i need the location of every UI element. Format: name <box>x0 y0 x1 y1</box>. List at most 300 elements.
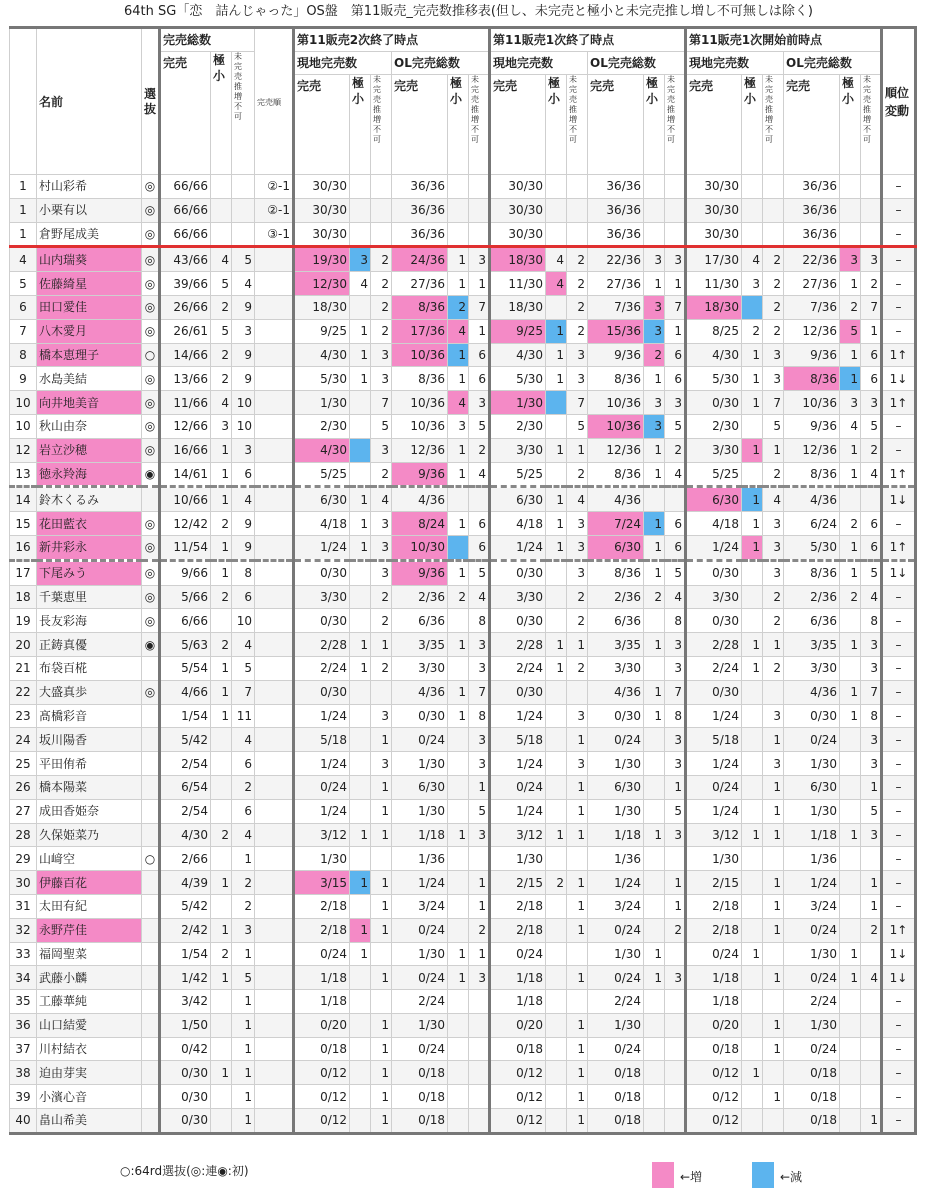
table-row <box>10 1109 916 1134</box>
rank-cell: 35 <box>10 990 37 1014</box>
total-small-cell <box>211 1037 232 1061</box>
p0-ol-sold-cell: 0/24 <box>784 728 840 752</box>
name-cell: 秋山由奈 <box>37 414 142 438</box>
p2-local-sold-cell: 5/30 <box>294 367 350 391</box>
p1-ol-small-cell <box>644 918 665 942</box>
rank-cell: 1 <box>10 175 37 199</box>
rankchange-cell: – <box>882 272 916 296</box>
p1-ol-noadd-cell: 1 <box>665 775 686 799</box>
total-noadd-cell: 8 <box>232 560 255 585</box>
rankchange-cell: – <box>882 1085 916 1109</box>
p0-local-sold-cell: 0/30 <box>686 560 742 585</box>
p1-ol-noadd-cell <box>665 487 686 512</box>
p1-ol-small-cell: 1 <box>644 438 665 462</box>
select-header: 選抜 <box>142 28 160 175</box>
select-cell <box>142 894 160 918</box>
p0-local-sold-cell: 2/15 <box>686 871 742 895</box>
p2-ol-small-cell: 1 <box>448 704 469 728</box>
total-sold-cell: 0/42 <box>160 1037 211 1061</box>
p1-ol-sold-cell: 8/36 <box>588 462 644 487</box>
p0-local-noadd-cell <box>763 990 784 1014</box>
p2-ol-sold-cell: 1/30 <box>392 752 448 776</box>
p1-local-sold-cell: 1/24 <box>490 704 546 728</box>
rank-cell: 21 <box>10 656 37 680</box>
p1-ol-sold-cell: 6/30 <box>588 775 644 799</box>
p1-local-noadd-cell: 3 <box>567 512 588 536</box>
p1-ol-sold-cell: 0/18 <box>588 1085 644 1109</box>
order-cell <box>255 295 294 319</box>
sales-table <box>9 26 917 1135</box>
rank-cell: 31 <box>10 894 37 918</box>
p1-ol-noadd-cell <box>665 1013 686 1037</box>
p1-ol-small-cell: 3 <box>644 295 665 319</box>
p2-ol-sold-cell: 10/36 <box>392 343 448 367</box>
p2-local-sold-cell: 0/18 <box>294 1037 350 1061</box>
p1-local-small-cell <box>546 295 567 319</box>
p2-ol-small-cell: 4 <box>448 319 469 343</box>
total-noadd-cell: 6 <box>232 462 255 487</box>
total-noadd-cell: 4 <box>232 272 255 296</box>
total-small-cell <box>211 609 232 633</box>
p2-ol-small-cell: 1 <box>448 680 469 704</box>
order-cell <box>255 560 294 585</box>
p2-local-small-cell: 1 <box>350 512 371 536</box>
p2-ol-noadd-cell <box>469 175 490 199</box>
rankchange-cell: – <box>882 823 916 847</box>
p2-local-small-cell: 1 <box>350 343 371 367</box>
p2-ol-small-cell: 1 <box>448 438 469 462</box>
order-cell <box>255 775 294 799</box>
p1-ol-noadd-cell: 2 <box>665 438 686 462</box>
rank-cell: 15 <box>10 512 37 536</box>
p0-local-noadd-cell: 1 <box>763 799 784 823</box>
total-noadd-cell: 3 <box>232 319 255 343</box>
name-cell: 花田藍衣 <box>37 512 142 536</box>
p0-ol-sold-cell: 2/36 <box>784 585 840 609</box>
p1-local-sold-cell: 2/30 <box>490 414 546 438</box>
p1-ol-sold-cell: 4/36 <box>588 487 644 512</box>
table-header <box>10 28 916 175</box>
p2-ol-noadd-cell: 7 <box>469 295 490 319</box>
p1-ol-noadd-cell: 4 <box>665 462 686 487</box>
total-sold-cell: 0/30 <box>160 1061 211 1085</box>
rank-cell: 39 <box>10 1085 37 1109</box>
name-cell: 川村結衣 <box>37 1037 142 1061</box>
p0-small-subheader: 極小 <box>742 75 763 175</box>
p1-ol-small-cell <box>644 990 665 1014</box>
p2-local-noadd-cell: 2 <box>371 272 392 296</box>
p1-ol-small-cell: 1 <box>644 462 665 487</box>
p2-local-noadd-cell: 2 <box>371 609 392 633</box>
order-cell <box>255 438 294 462</box>
rank-cell: 23 <box>10 704 37 728</box>
order-cell <box>255 847 294 871</box>
rankchange-cell: – <box>882 633 916 657</box>
rank-cell: 10 <box>10 414 37 438</box>
p0-ol-sold-cell: 7/36 <box>784 295 840 319</box>
p2-local-noadd-cell: 1 <box>371 1109 392 1134</box>
p0-ol-sold-cell: 1/36 <box>784 847 840 871</box>
p1-local-noadd-cell: 7 <box>567 391 588 415</box>
p0-local-small-cell <box>742 680 763 704</box>
p2-local-sold-cell: 5/25 <box>294 462 350 487</box>
p1-ol-small-cell: 1 <box>644 560 665 585</box>
p2-local-sold-cell: 1/30 <box>294 391 350 415</box>
p0-ol-noadd-cell: 4 <box>861 966 882 990</box>
p2-ol-noadd-cell: 5 <box>469 799 490 823</box>
p0-ol-small-cell: 2 <box>840 295 861 319</box>
p1-ol-small-cell <box>644 775 665 799</box>
p1-ol-small-cell: 3 <box>644 247 665 272</box>
p0-local-sold-cell: 6/30 <box>686 487 742 512</box>
total-small-cell: 1 <box>211 535 232 560</box>
total-noadd-cell: 10 <box>232 391 255 415</box>
p0-ol-sold-cell: 1/30 <box>784 752 840 776</box>
p1-ol-noadd-cell: 3 <box>665 966 686 990</box>
total-sold-cell: 39/66 <box>160 272 211 296</box>
table-row <box>10 343 916 367</box>
p2-local-noadd-cell: 7 <box>371 391 392 415</box>
p1-ol-noadd-cell <box>665 1109 686 1134</box>
p2-ol-small-cell <box>448 990 469 1014</box>
total-small-cell <box>211 799 232 823</box>
order-cell <box>255 319 294 343</box>
p1-ol-sold-cell: 6/30 <box>588 535 644 560</box>
p0-ol-noadd-cell: 3 <box>861 656 882 680</box>
p0-local-sold-cell: 30/30 <box>686 175 742 199</box>
p0-local-noadd-cell: 3 <box>763 752 784 776</box>
table-row <box>10 367 916 391</box>
p2-ol-small-cell: 3 <box>448 414 469 438</box>
p0-local-small-cell: 1 <box>742 633 763 657</box>
select-cell: ◎ <box>142 414 160 438</box>
p2-ol-small-cell <box>448 752 469 776</box>
select-cell: ○ <box>142 343 160 367</box>
p2-ol-small-cell: 1 <box>448 966 469 990</box>
p2-local-sold-cell: 0/24 <box>294 775 350 799</box>
p2-ol-noadd-cell: 4 <box>469 462 490 487</box>
p2-ol-noadd-cell: 2 <box>469 918 490 942</box>
rankchange-header: 順位変動 <box>882 28 916 175</box>
p1-ol-small-cell: 3 <box>644 414 665 438</box>
p0-local-small-cell <box>742 775 763 799</box>
total-sold-cell: 14/61 <box>160 462 211 487</box>
total-small-cell <box>211 894 232 918</box>
p1-local-noadd-cell: 3 <box>567 343 588 367</box>
p1-local-small-cell <box>546 847 567 871</box>
total-sold-cell: 11/66 <box>160 391 211 415</box>
p1-ol-small-cell <box>644 728 665 752</box>
p0-local-sold-cell: 5/30 <box>686 367 742 391</box>
name-cell: 田口愛佳 <box>37 295 142 319</box>
p0-local-sold-cell: 2/30 <box>686 414 742 438</box>
p1-ol-sold-cell: 7/36 <box>588 295 644 319</box>
p1-ol-small-cell: 1 <box>644 942 665 966</box>
p2-local-sold-cell: 1/24 <box>294 535 350 560</box>
select-cell: ◎ <box>142 560 160 585</box>
p0-local-noadd-cell: 1 <box>763 823 784 847</box>
p2-ol-sold-cell: 0/24 <box>392 728 448 752</box>
p2-ol-noadd-cell <box>469 1013 490 1037</box>
p1-ol-noadd-cell: 3 <box>665 247 686 272</box>
p0-local-noadd-cell: 7 <box>763 391 784 415</box>
p1-local-small-cell <box>546 752 567 776</box>
rank-cell: 9 <box>10 367 37 391</box>
p2-local-small-cell: 1 <box>350 942 371 966</box>
p1-ol-noadd-cell: 8 <box>665 609 686 633</box>
p2-local-sold-cell: 0/24 <box>294 942 350 966</box>
p1-ol-sold-cell: 9/36 <box>588 343 644 367</box>
p0-local-small-cell <box>742 728 763 752</box>
total-noadd-cell: 5 <box>232 656 255 680</box>
p2-ol-small-cell <box>448 656 469 680</box>
select-cell: ◎ <box>142 512 160 536</box>
total-small-cell <box>211 175 232 199</box>
p0-ol-noadd-cell: 3 <box>861 391 882 415</box>
select-cell <box>142 966 160 990</box>
total-noadd-cell: 7 <box>232 680 255 704</box>
table-row <box>10 247 916 272</box>
p0-local-noadd-cell: 3 <box>763 367 784 391</box>
p0-ol-sold-cell: 8/36 <box>784 367 840 391</box>
p1-local-small-cell <box>546 391 567 415</box>
p2-ol-small-cell: 1 <box>448 512 469 536</box>
p1-local-sold-cell: 5/18 <box>490 728 546 752</box>
rank-cell: 20 <box>10 633 37 657</box>
p0-ol-small-cell <box>840 918 861 942</box>
p0-local-small-cell <box>742 1085 763 1109</box>
p1-ol-sold-cell: 15/36 <box>588 319 644 343</box>
total-noadd-cell: 2 <box>232 775 255 799</box>
p0-local-sold-cell: 1/24 <box>686 752 742 776</box>
name-cell: 小栗有以 <box>37 198 142 222</box>
p0-noadd-subheader: 未完売推増不可 <box>763 75 784 175</box>
p1-local-noadd-cell: 1 <box>567 1061 588 1085</box>
total-sold-cell: 2/42 <box>160 918 211 942</box>
p1-ol-small-cell <box>644 1037 665 1061</box>
p1-small-subheader: 極小 <box>546 75 567 175</box>
total-noadd-cell <box>232 198 255 222</box>
p1-local-noadd-cell: 1 <box>567 728 588 752</box>
p1-noadd-subheader: 未完売推増不可 <box>567 75 588 175</box>
p0-local-sold-cell: 1/24 <box>686 799 742 823</box>
p1-ol-sold-cell: 10/36 <box>588 414 644 438</box>
name-cell: 永野芹佳 <box>37 918 142 942</box>
p1-local-sold-cell: 3/12 <box>490 823 546 847</box>
name-cell: 山﨑空 <box>37 847 142 871</box>
order-cell <box>255 272 294 296</box>
p1-ol-sold-cell: 0/24 <box>588 1037 644 1061</box>
p0-local-small-cell: 1 <box>742 535 763 560</box>
p2-local-noadd-cell: 3 <box>371 438 392 462</box>
order-cell <box>255 704 294 728</box>
p1-ol-sold-cell: 6/36 <box>588 609 644 633</box>
select-cell: ◎ <box>142 585 160 609</box>
order-cell <box>255 728 294 752</box>
p2-local-small-cell: 1 <box>350 633 371 657</box>
p1-local-small-cell <box>546 728 567 752</box>
p1-local-small-cell <box>546 585 567 609</box>
p0-local-sold-cell: 0/30 <box>686 680 742 704</box>
total-sold-cell: 11/54 <box>160 535 211 560</box>
p0-local-sold-cell: 0/20 <box>686 1013 742 1037</box>
p0-ol-small-cell: 3 <box>840 391 861 415</box>
p1-ol-noadd-cell: 3 <box>665 752 686 776</box>
p1-local-small-cell <box>546 799 567 823</box>
p1-ol-noadd-cell: 8 <box>665 704 686 728</box>
p0-ol-small-cell <box>840 1061 861 1085</box>
p0-ol-noadd-cell: 3 <box>861 823 882 847</box>
total-noadd-cell: 1 <box>232 1013 255 1037</box>
order-cell <box>255 1013 294 1037</box>
order-cell <box>255 1109 294 1134</box>
p0-ol-noadd-cell: 6 <box>861 512 882 536</box>
p2-ol-small-cell: 2 <box>448 295 469 319</box>
rank-cell: 38 <box>10 1061 37 1085</box>
p1-ol-noadd-cell <box>665 1085 686 1109</box>
rank-cell: 29 <box>10 847 37 871</box>
p1-ol-noadd-cell: 7 <box>665 680 686 704</box>
p1-local-small-cell <box>546 462 567 487</box>
total-sold-cell: 4/30 <box>160 823 211 847</box>
p0-local-noadd-cell: 1 <box>763 633 784 657</box>
rankchange-cell: – <box>882 728 916 752</box>
p2-local-small-cell: 1 <box>350 918 371 942</box>
p1-local-sold-cell: 1/24 <box>490 799 546 823</box>
total-sold-cell: 13/66 <box>160 367 211 391</box>
p0-local-small-cell <box>742 1037 763 1061</box>
p1-ol-sold-cell: 1/18 <box>588 823 644 847</box>
p2-local-small-cell: 1 <box>350 535 371 560</box>
rank-cell: 36 <box>10 1013 37 1037</box>
name-cell: 下尾みう <box>37 560 142 585</box>
p1-ol-sold-cell: 1/30 <box>588 799 644 823</box>
total-small-cell: 1 <box>211 1061 232 1085</box>
p1-ol-sold-cell: 1/30 <box>588 942 644 966</box>
p0-local-sold-cell: 1/18 <box>686 990 742 1014</box>
total-small-cell <box>211 1109 232 1134</box>
p1-small-subheader: 極小 <box>644 75 665 175</box>
p1-ol-small-cell: 1 <box>644 823 665 847</box>
p2-ol-sold-cell: 1/24 <box>392 871 448 895</box>
select-cell <box>142 799 160 823</box>
rank-cell: 10 <box>10 391 37 415</box>
p2-local-small-cell <box>350 295 371 319</box>
p0-ol-sold-cell: 6/30 <box>784 775 840 799</box>
name-cell: 水島美結 <box>37 367 142 391</box>
p2-local-sold-cell: 5/18 <box>294 728 350 752</box>
p0-ol-sold-cell: 0/24 <box>784 966 840 990</box>
p1-local-sold-cell: 30/30 <box>490 198 546 222</box>
p0-local-header: 現地完売数 <box>686 52 784 75</box>
p0-local-sold-cell: 0/24 <box>686 775 742 799</box>
rank-header <box>10 28 37 175</box>
p2-local-noadd-cell: 3 <box>371 752 392 776</box>
name-header: 名前 <box>37 28 142 175</box>
p0-ol-noadd-cell: 7 <box>861 680 882 704</box>
total-small-cell: 2 <box>211 343 232 367</box>
total-small-cell <box>211 198 232 222</box>
p2-ol-small-cell: 1 <box>448 343 469 367</box>
p0-local-small-cell: 1 <box>742 487 763 512</box>
p2-ol-small-cell <box>448 1013 469 1037</box>
p0-local-noadd-cell: 4 <box>763 487 784 512</box>
total-sold-cell: 66/66 <box>160 222 211 247</box>
p0-ol-small-cell <box>840 752 861 776</box>
table-row <box>10 1013 916 1037</box>
p1-ol-noadd-cell <box>665 1061 686 1085</box>
name-cell: 平田侑希 <box>37 752 142 776</box>
p0-local-sold-cell: 4/18 <box>686 512 742 536</box>
p1-local-small-cell: 1 <box>546 512 567 536</box>
table-body <box>10 175 916 1134</box>
p1-ol-sold-cell: 0/18 <box>588 1109 644 1134</box>
p2-local-noadd-cell: 2 <box>371 295 392 319</box>
name-cell: 倉野尾成美 <box>37 222 142 247</box>
p2-sold-subheader: 完売 <box>294 75 350 175</box>
table-row <box>10 847 916 871</box>
p1-ol-small-cell: 1 <box>644 633 665 657</box>
rankchange-cell: – <box>882 438 916 462</box>
p0-local-sold-cell: 2/28 <box>686 633 742 657</box>
p1-local-sold-cell: 0/30 <box>490 680 546 704</box>
p2-local-noadd-cell <box>371 942 392 966</box>
p2-ol-sold-cell: 6/30 <box>392 775 448 799</box>
p2-ol-noadd-cell <box>469 847 490 871</box>
total-noadd-cell: 5 <box>232 247 255 272</box>
order-header: 完売順 <box>255 28 294 175</box>
p1-local-noadd-cell: 2 <box>567 585 588 609</box>
p1-ol-noadd-cell <box>665 1037 686 1061</box>
rankchange-cell: – <box>882 990 916 1014</box>
p0-local-noadd-cell: 2 <box>763 319 784 343</box>
p2-local-noadd-cell: 3 <box>371 704 392 728</box>
p1-local-sold-cell: 0/12 <box>490 1085 546 1109</box>
p2-ol-noadd-cell: 3 <box>469 966 490 990</box>
p2-ol-sold-cell: 8/36 <box>392 367 448 391</box>
p1-local-small-cell: 1 <box>546 438 567 462</box>
p2-ol-noadd-cell: 3 <box>469 391 490 415</box>
p2-ol-noadd-cell: 7 <box>469 680 490 704</box>
p0-local-noadd-cell <box>763 680 784 704</box>
p2-local-small-cell <box>350 175 371 199</box>
p2-local-sold-cell: 0/30 <box>294 680 350 704</box>
p0-local-small-cell <box>742 462 763 487</box>
p0-ol-small-cell: 1 <box>840 680 861 704</box>
p2-local-noadd-cell: 1 <box>371 1037 392 1061</box>
p2-ol-noadd-cell <box>469 1109 490 1134</box>
legend-select: ○:64rd選抜(◎:連◉:初) <box>120 1164 249 1178</box>
p2-ol-header: OL完売総数 <box>392 52 490 75</box>
p0-ol-small-cell <box>840 728 861 752</box>
select-cell <box>142 728 160 752</box>
p2-local-small-cell <box>350 966 371 990</box>
rank-cell: 7 <box>10 319 37 343</box>
p1-ol-small-cell <box>644 752 665 776</box>
name-cell: 伊藤百花 <box>37 871 142 895</box>
p1-ol-header: OL完売総数 <box>588 52 686 75</box>
p0-ol-noadd-cell: 8 <box>861 704 882 728</box>
order-cell <box>255 799 294 823</box>
total-sold-cell: 5/63 <box>160 633 211 657</box>
p2-local-sold-cell: 18/30 <box>294 295 350 319</box>
name-cell: 小濱心音 <box>37 1085 142 1109</box>
total-sold-cell: 1/54 <box>160 704 211 728</box>
p0-local-sold-cell: 0/12 <box>686 1085 742 1109</box>
p0-ol-noadd-cell: 5 <box>861 799 882 823</box>
name-cell: 八木愛月 <box>37 319 142 343</box>
select-cell <box>142 704 160 728</box>
